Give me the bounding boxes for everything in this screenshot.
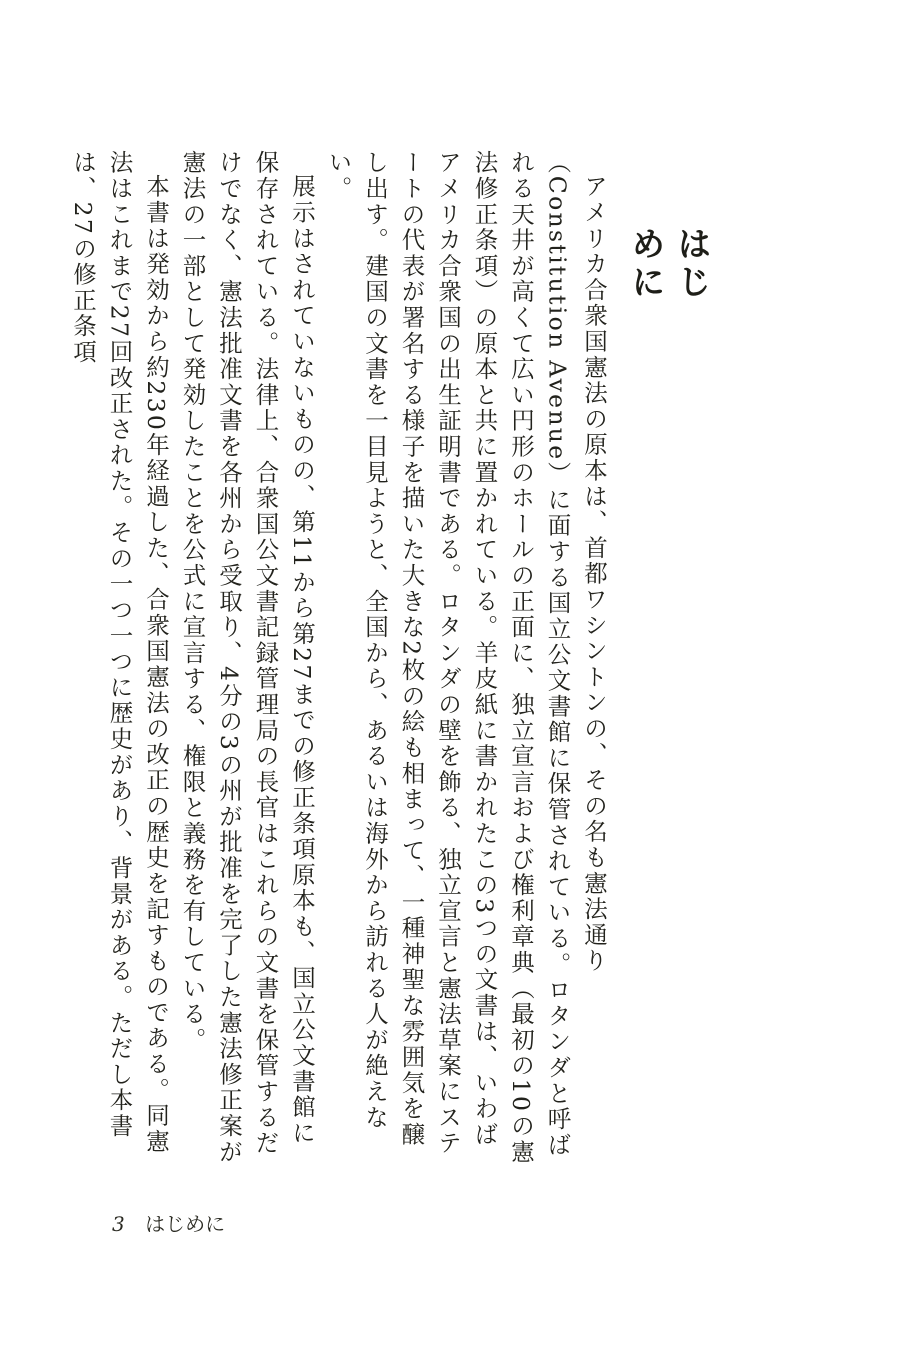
chapter-heading: はじめに	[625, 226, 711, 302]
paragraph: 本書は発効から約230年経過した、合衆国憲法の改正の歴史を記すものである。同憲法はこれまで27回改正された。その一つ一つに歴史があり、背景がある。ただし本書は、27の修正条項	[69, 150, 170, 1155]
paragraph: アメリカ合衆国憲法の原本は、首都ワシントンの、その名も憲法通り（Constitution Avenue）に面する国立公文書館に保管されている。ロタンダと呼ばれる天井が高くて広い円形のホールの正面に、独立宣言および権利章典（最初の10の憲法修正条項）の原本と共に置かれている。羊皮紙に書かれたこの3つの文書は、いわばアメリカ合衆国の出生証明書である。ロタンダの壁を飾る、独立宣言と憲法草案にステートの代表が署名する様子を描いた大きな2枚の絵も相まって、一種神聖な雰囲気を醸し出す。建国の文書を一目見ようと、全国から、あるいは海外から訪れる人が絶えない。	[324, 150, 608, 1165]
paragraph: 展示はされていないものの、第11から第27までの修正条項原本も、国立公文書館に保存されている。法律上、合衆国公文書記録管理局の長官はこれらの文書を保管するだけでなく、憲法批准文書を各州から受取り、4分の3の州が批准を完了した憲法修正案が憲法の一部として発効したことを公式に宣言する、権限と義務を有している。	[178, 150, 316, 1165]
body-text	[69, 150, 612, 1168]
running-title: はじめに	[145, 1212, 226, 1236]
page-footer	[112, 1208, 225, 1237]
page-number: 3	[112, 1212, 125, 1236]
